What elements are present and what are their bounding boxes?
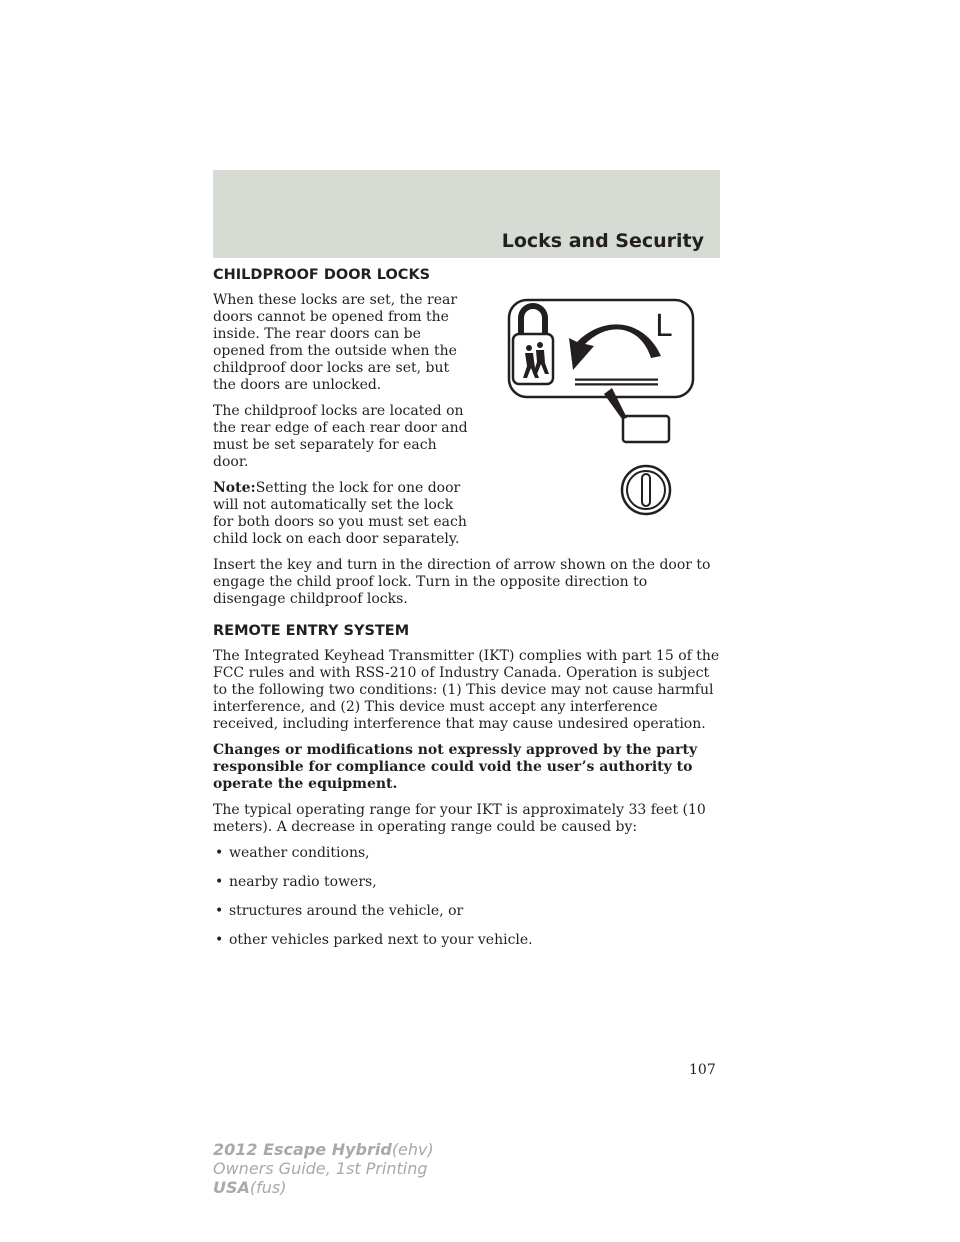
childproof-heading: CHILDPROOF DOOR LOCKS — [213, 267, 431, 283]
section-header-band — [213, 170, 720, 258]
list-item: • other vehicles parked next to your vehicle. — [213, 932, 720, 949]
list-item: • nearby radio towers, — [213, 874, 720, 891]
footer-model-code: (ehv) — [391, 1140, 434, 1159]
footer-line-3 — [213, 1178, 434, 1197]
childproof-paragraph-2: The childproof locks are located on the rear edge of each rear door and must be set separately for each door. — [213, 403, 468, 470]
footer-model: 2012 Escape Hybrid — [213, 1140, 392, 1159]
lock-letter: L — [655, 309, 672, 344]
section-title: Locks and Security — [501, 230, 704, 252]
footer-line-2: Owners Guide, 1st Printing — [213, 1159, 428, 1178]
footer-region: USA — [213, 1178, 250, 1197]
range-factors-list — [213, 845, 720, 949]
childproof-lock-illustration — [505, 298, 705, 523]
child-figure-icon — [526, 345, 532, 351]
turn-arrow-icon — [569, 324, 661, 370]
compliance-warning: Changes or modifications not expressly approved by the party responsible for compliance could void the user’s authority to operate the equipment. — [213, 742, 698, 792]
childproof-note — [213, 480, 468, 548]
footer-region-code: (fus) — [249, 1178, 287, 1197]
footer-line-1 — [213, 1140, 434, 1159]
remote-paragraph-2: The typical operating range for your IKT is approximately 33 feet (10 meters). A decrease in operating range could be caused by: — [213, 802, 706, 835]
note-text: Setting the lock for one door will not automatically set the lock for both doors so you must set each child lock on each door separately. — [213, 480, 467, 547]
page-number: 107 — [689, 1062, 716, 1078]
list-item: • structures around the vehicle, or — [213, 903, 720, 920]
list-item: • weather conditions, — [213, 845, 720, 862]
childproof-paragraph-1: When these locks are set, the rear doors cannot be opened from the inside. The rear doors can be opened from the outside when the childproof door locks are set, but the doors are unlocked. — [213, 292, 458, 393]
remote-paragraph-1: The Integrated Keyhead Transmitter (IKT) complies with part 15 of the FCC rules and with RSS-210 of Industry Canada. Operation is subject to the following two conditions: (1) This device may not cause harmful interference, and (2) This device must accept any interference received, including interference that may cause undesired operation. — [213, 648, 720, 732]
remote-entry-heading: REMOTE ENTRY SYSTEM — [213, 623, 410, 639]
childproof-paragraph-3: Insert the key and turn in the direction of arrow shown on the door to engage the child proof lock. Turn in the opposite direction to disengage childproof locks. — [213, 557, 711, 607]
note-label: Note: — [213, 480, 256, 496]
footer — [213, 1140, 434, 1197]
